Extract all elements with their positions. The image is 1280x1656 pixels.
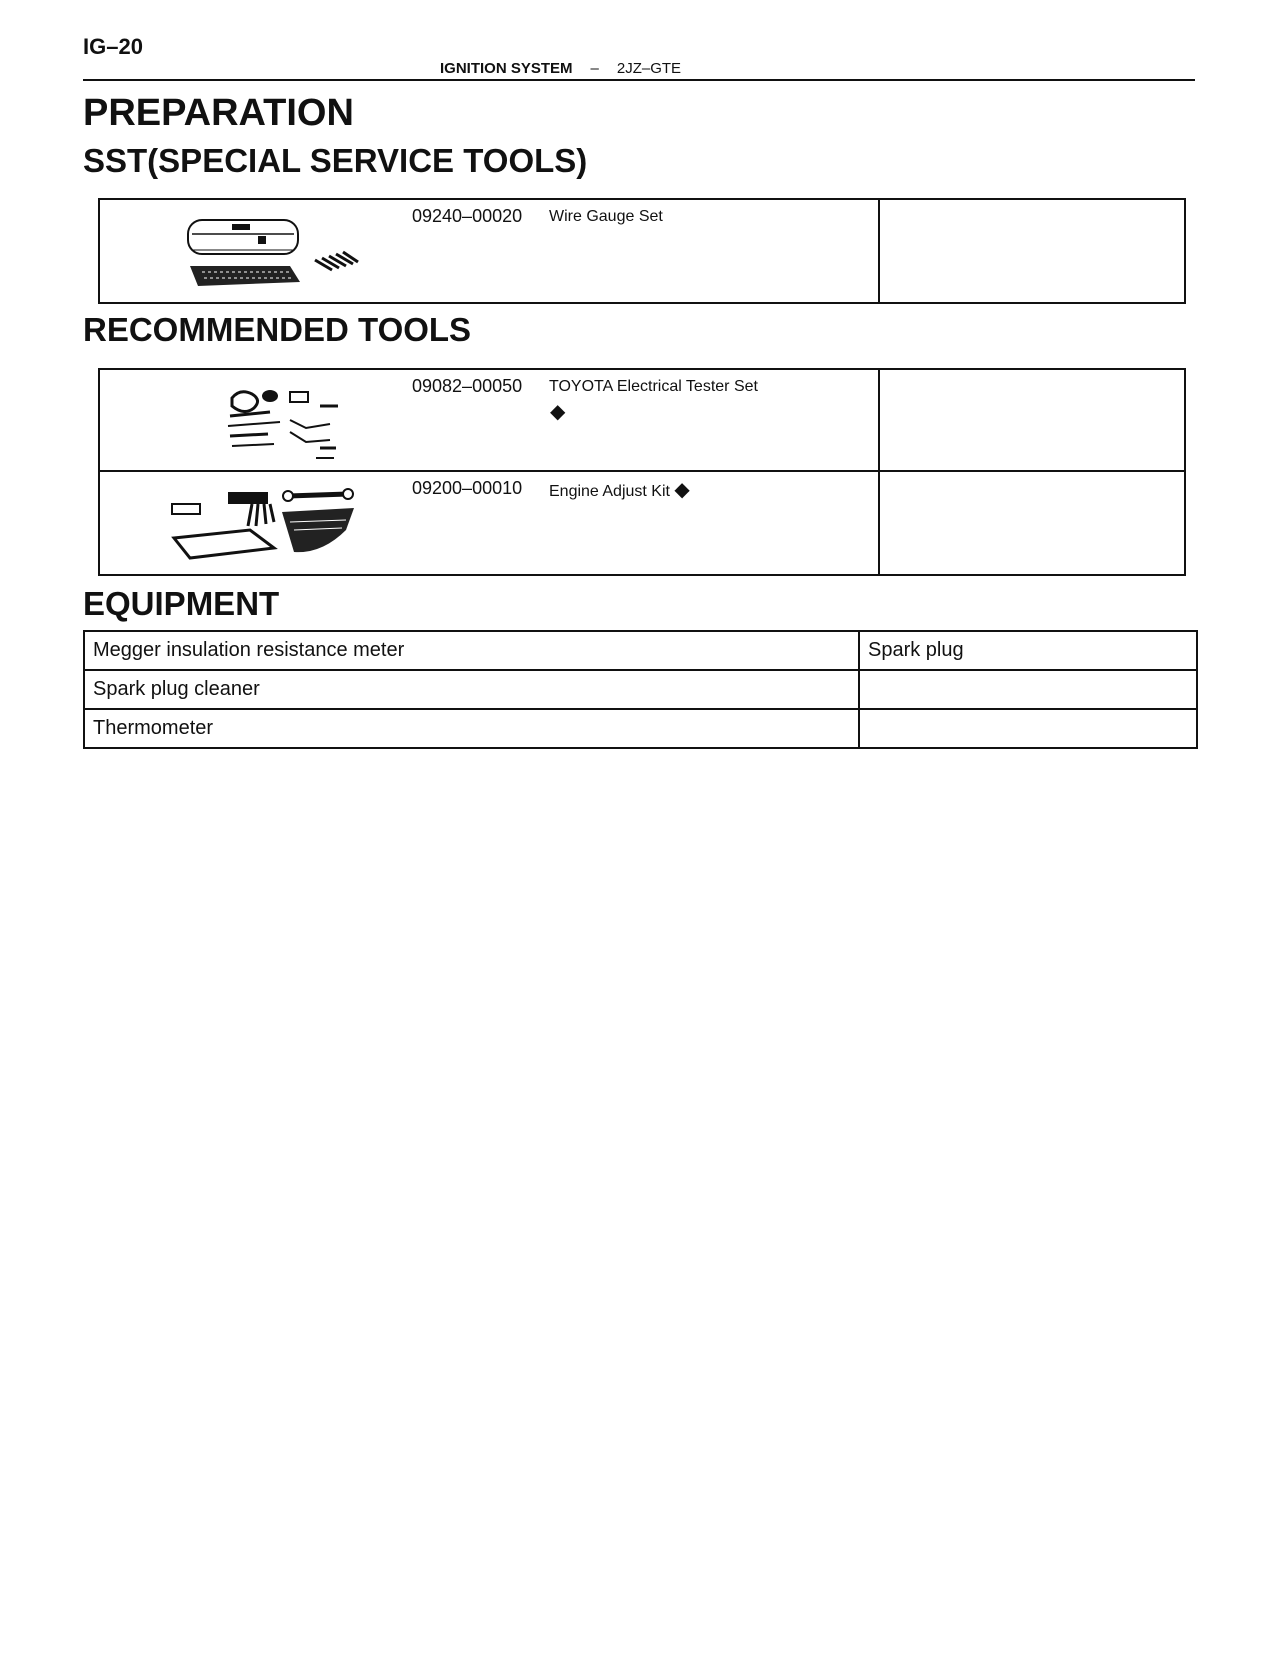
tool-name-text: Engine Adjust Kit [549,483,670,500]
table-row [84,709,1197,748]
equipment-table [83,630,1198,749]
tool-row [100,200,1184,302]
tool-name [549,480,690,501]
engine-code: 2JZ–GTE [616,60,682,77]
engine-adjust-kit-illustration [140,478,360,570]
electrical-tester-set-illustration [140,376,360,468]
equipment-cell: Spark plug [859,631,1197,670]
tool-name: TOYOTA Electrical Tester Set [549,378,758,395]
equipment-cell [859,670,1197,709]
running-head [440,60,681,77]
sst-heading: SST(SPECIAL SERVICE TOOLS) [83,142,588,179]
tool-note-cell [878,370,1186,470]
equipment-cell [859,709,1197,748]
header-separator: – [590,60,599,77]
wire-gauge-set-illustration [140,206,360,298]
page-title: PREPARATION [83,92,354,134]
equipment-cell: Megger insulation resistance meter [84,631,859,670]
equipment-heading: EQUIPMENT [83,585,280,622]
sst-table [98,198,1186,304]
equipment-cell: Thermometer [84,709,859,748]
page-number: IG–20 [83,34,143,59]
tool-note-cell [878,200,1186,302]
diamond-icon: ◆ [550,401,566,423]
tool-name: Wire Gauge Set [549,208,663,225]
recommended-tools-table [98,368,1186,576]
diamond-icon: ◆ [674,479,690,501]
chapter-title: IGNITION SYSTEM [440,60,573,77]
equipment-cell: Spark plug cleaner [84,670,859,709]
recommended-tools-heading: RECOMMENDED TOOLS [83,311,472,348]
part-number: 09082–00050 [412,376,523,396]
table-row [84,631,1197,670]
tool-note-cell [878,472,1186,574]
part-number: 09240–00020 [412,206,523,226]
tool-row [100,472,1184,574]
table-row [84,670,1197,709]
header-rule [83,79,1195,81]
tool-row [100,370,1184,472]
part-number: 09200–00010 [412,478,523,498]
